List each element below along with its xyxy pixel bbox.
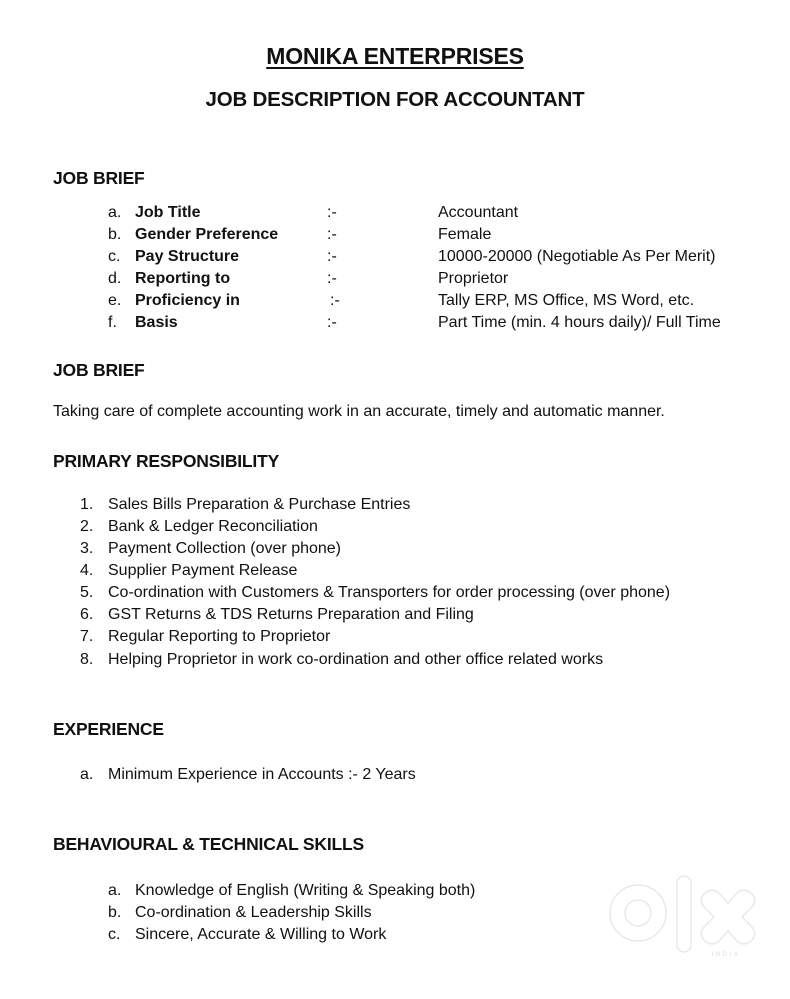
brief-value: Part Time (min. 4 hours daily)/ Full Time — [438, 314, 721, 331]
list-item — [80, 518, 318, 536]
list-number: 1. — [80, 496, 94, 513]
list-item — [80, 540, 341, 558]
watermark-l — [677, 876, 691, 952]
experience-item — [80, 766, 416, 784]
list-item — [80, 628, 330, 646]
list-text: GST Returns & TDS Returns Preparation and Filing — [108, 606, 474, 623]
list-item — [80, 606, 474, 624]
brief-separator: :- — [327, 270, 337, 287]
brief-label: Job Title — [135, 204, 201, 221]
brief-row-job-title — [108, 204, 788, 226]
list-item — [80, 584, 670, 602]
skill-letter: b. — [108, 904, 122, 921]
brief-label: Pay Structure — [135, 248, 240, 265]
brief-row-reporting — [108, 270, 788, 292]
olx-watermark-logo — [608, 868, 758, 960]
section-heading-primary-responsibility: PRIMARY RESPONSIBILITY — [53, 451, 280, 471]
list-text: Payment Collection (over phone) — [108, 540, 342, 557]
skill-item — [108, 926, 386, 944]
list-number: 6. — [80, 606, 94, 623]
brief-value: Female — [438, 226, 492, 243]
brief-row-gender — [108, 226, 788, 248]
experience-text: Minimum Experience in Accounts :- 2 Years — [108, 766, 416, 783]
list-text: Supplier Payment Release — [108, 562, 298, 579]
list-item — [80, 496, 410, 514]
skill-text: Sincere, Accurate & Willing to Work — [135, 926, 387, 943]
watermark-sub: INDIA — [711, 952, 741, 958]
brief-row-pay — [108, 248, 788, 270]
skill-letter: c. — [108, 926, 121, 943]
watermark-o-inner — [625, 900, 651, 926]
brief-value: Accountant — [438, 204, 519, 221]
watermark-o-outer — [610, 885, 666, 941]
list-item — [80, 562, 297, 580]
brief-letter: f. — [108, 314, 117, 331]
section-heading-experience: EXPERIENCE — [53, 719, 164, 739]
brief-value: Tally ERP, MS Office, MS Word, etc. — [438, 292, 695, 309]
list-item — [80, 651, 603, 669]
brief-separator: :- — [327, 248, 337, 265]
skill-text: Knowledge of English (Writing & Speaking both) — [135, 882, 476, 899]
brief-label: Proficiency in — [135, 292, 240, 309]
skill-item — [108, 882, 475, 900]
list-text: Co-ordination with Customers & Transporters for order processing (over phone) — [108, 584, 671, 601]
brief-letter: c. — [108, 248, 121, 265]
brief-letter: d. — [108, 270, 122, 287]
brief-row-basis — [108, 314, 788, 336]
brief-separator: :- — [327, 226, 337, 243]
document-title: JOB DESCRIPTION FOR ACCOUNTANT — [205, 88, 585, 111]
brief-label: Gender Preference — [135, 226, 279, 243]
brief-value: Proprietor — [438, 270, 509, 287]
list-text: Sales Bills Preparation & Purchase Entries — [108, 496, 411, 513]
skill-item — [108, 904, 372, 922]
section-heading-job-brief-2: JOB BRIEF — [53, 360, 145, 380]
list-number: 3. — [80, 540, 94, 557]
list-text: Regular Reporting to Proprietor — [108, 628, 331, 645]
watermark-x — [701, 890, 755, 944]
experience-letter: a. — [80, 766, 94, 783]
brief-row-proficiency — [108, 292, 788, 314]
brief-letter: b. — [108, 226, 122, 243]
list-text: Bank & Ledger Reconciliation — [108, 518, 318, 535]
brief-letter: e. — [108, 292, 122, 309]
company-name: MONIKA ENTERPRISES — [266, 43, 524, 69]
job-brief-text: Taking care of complete accounting work in an accurate, timely and automatic manner. — [53, 403, 665, 420]
section-heading-skills: BEHAVIOURAL & TECHNICAL SKILLS — [53, 834, 364, 854]
list-number: 2. — [80, 518, 94, 535]
list-number: 7. — [80, 628, 94, 645]
section-heading-job-brief: JOB BRIEF — [53, 168, 145, 188]
brief-value: 10000-20000 (Negotiable As Per Merit) — [438, 248, 716, 265]
list-text: Helping Proprietor in work co-ordination and other office related works — [108, 651, 604, 668]
skill-text: Co-ordination & Leadership Skills — [135, 904, 372, 921]
brief-label: Reporting to — [135, 270, 231, 287]
brief-label: Basis — [135, 314, 178, 331]
list-number: 8. — [80, 651, 94, 668]
brief-separator: :- — [327, 314, 337, 331]
brief-separator: :- — [327, 204, 337, 221]
list-number: 4. — [80, 562, 94, 579]
brief-letter: a. — [108, 204, 122, 221]
list-number: 5. — [80, 584, 94, 601]
brief-separator: :- — [330, 292, 340, 309]
skill-letter: a. — [108, 882, 122, 899]
